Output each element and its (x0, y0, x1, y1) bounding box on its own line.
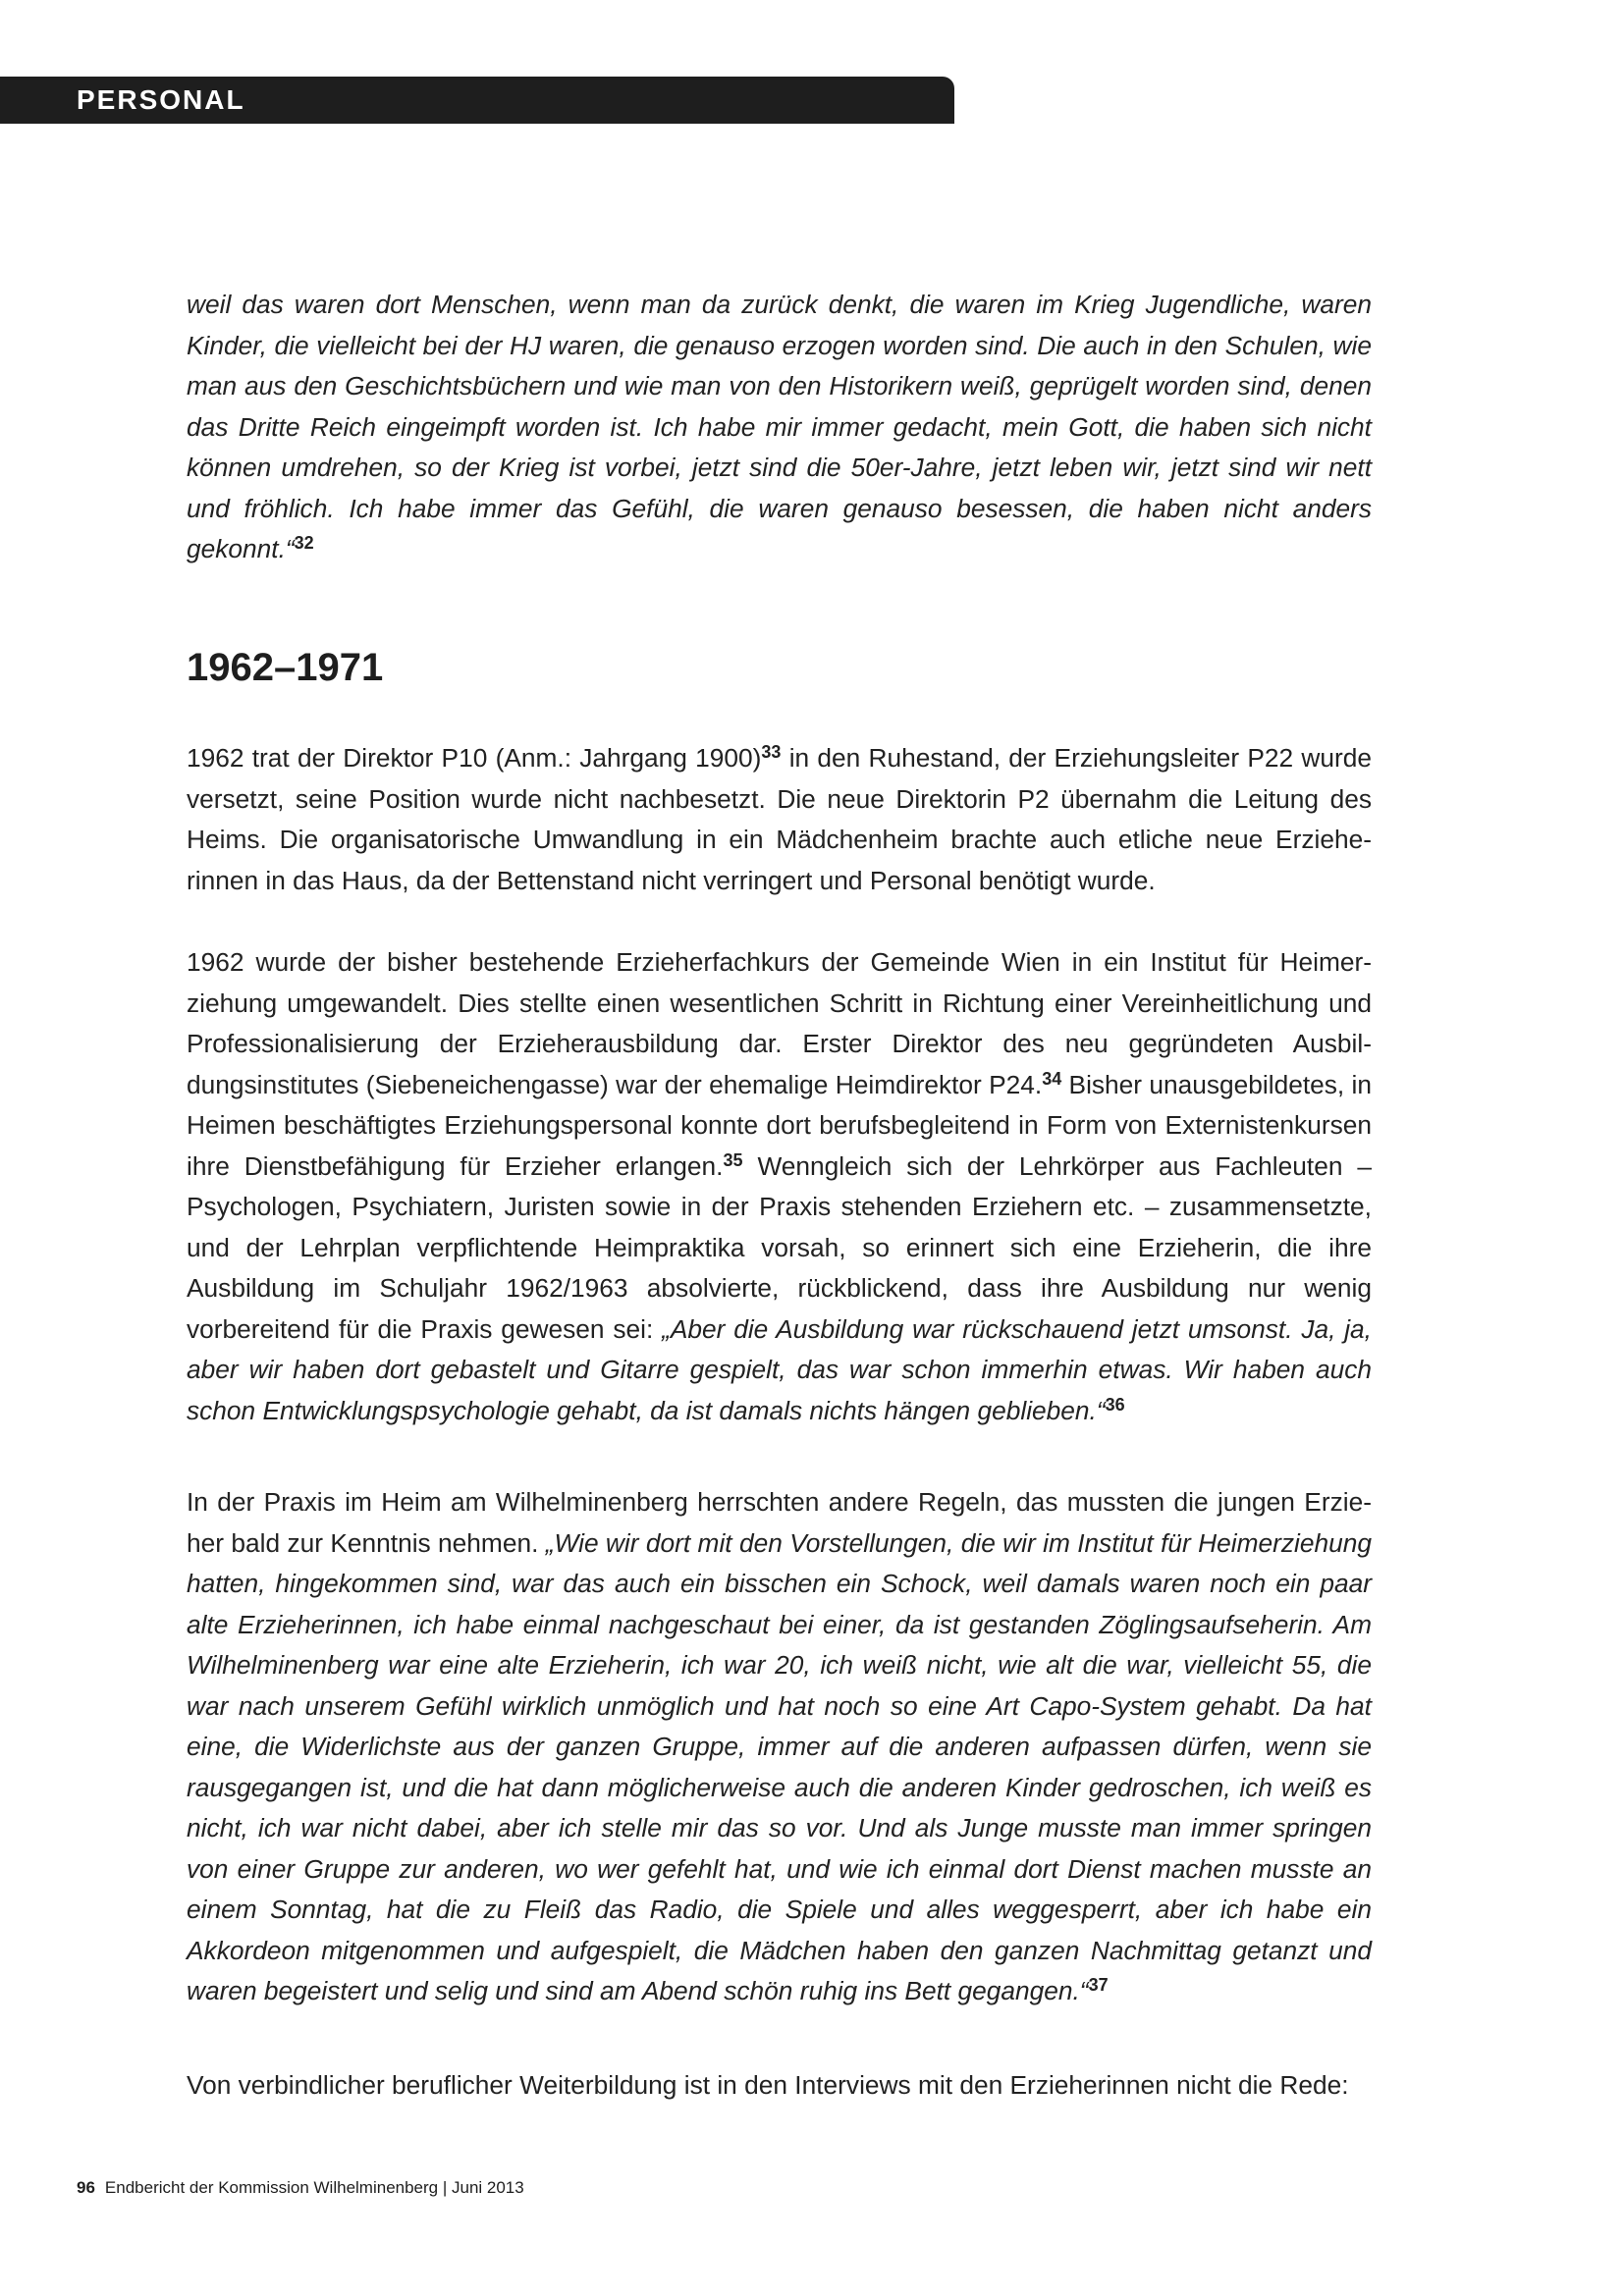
footnote-ref-37: 37 (1088, 1975, 1109, 1995)
footnote-ref-32: 32 (294, 533, 314, 553)
section-heading: 1962–1971 (187, 646, 384, 689)
paragraph-1-text (187, 738, 1372, 901)
paragraph-1-part-a: 1962 trat der Direktor P10 (Anm.: Jahrgang 1900) (187, 743, 762, 773)
paragraph-3-quote: „Wie wir dort mit den Vorstellungen, die wir im Institut für Heimerziehung hatten, hingekommen sind, war das auch ein bisschen ein Schock, weil damals waren noch ein paar alte Erzieherinnen, ich habe einmal nachgeschaut bei einer, da ist gestanden Zöglingsaufseherin. Am Wilhelminenberg war eine alte Erzieherin, ich war 20, ich weiß nicht, wie alt die war, vielleicht 55, die war nach unserem Gefühl wirklich unmöglich und hat noch so eine Art Capo-System gehabt. Da hat eine, die Widerlichste aus der ganzen Gruppe, immer auf die anderen aufpassen dürfen, wenn sie rausgegangen ist, und die hat dann möglicherweise auch die anderen Kinder gedroschen, ich weiß es nicht, ich war nicht dabei, aber ich stelle mir das so vor. Und als Junge musste man immer springen von einer Gruppe zur anderen, wo wer gefehlt hat, und wie ich einmal dort Dienst machen musste an einem Sonntag, hat die zu Fleiß das Radio, die Spiele und alles weggesperrt, aber ich habe ein Akkordeon mitgenommen und aufgespielt, die Mädchen haben den ganzen Nachmittag getanzt und waren begeistert und selig und sind am Abend schön ruhig ins Bett gegangen.“ (187, 1527, 1372, 2005)
paragraph-4-text: Von verbindlicher beruflicher Weiterbildung ist in den Interviews mit den Erzieherinnen nicht die Rede: (187, 2070, 1349, 2100)
page-footer (77, 2178, 524, 2198)
publication-title: Endbericht der Kommission Wilhelminenberg | Juni 2013 (104, 2178, 524, 2197)
paragraph-1-part-b: in den Ruhestand, der Erziehungsleiter P22 wurde versetzt, seine Position wurde nicht nachbesetzt. Die neue Direktorin P2 übernahm die Leitung des Heims. Die organisatorische Umwandlung in ein Mädchenheim brachte auch etliche neue Erzieherinnen in das Haus, da der Bettenstand nicht verringert und Personal benötigt wurde. (187, 743, 1372, 895)
paragraph-2 (187, 942, 1372, 1431)
paragraph-3-text (187, 1482, 1372, 2012)
page-number: 96 (77, 2178, 95, 2197)
quote-block (187, 285, 1372, 570)
paragraph-1 (187, 738, 1372, 901)
paragraph-4 (187, 2065, 1372, 2107)
footnote-ref-34: 34 (1042, 1068, 1062, 1089)
footnote-ref-35: 35 (723, 1149, 743, 1170)
section-label: PERSONAL (77, 84, 245, 115)
paragraph-2-part-b: Bisher unausgebildetes, in Heimen beschäftigtes Erziehungspersonal konnte dort berufsbegleitend in Form von Externistenkursen ihre Dienstbefähigung für Erzieher erlangen. (187, 1069, 1372, 1181)
quote-text: weil das waren dort Menschen, wenn man da zurück denkt, die waren im Krieg Jugendliche, waren Kinder, die vielleicht bei der HJ waren, die genauso erzogen worden sind. Die auch in den Schulen, wie man aus den Geschichtsbüchern und wie man von den Historikern weiß, geprügelt worden sind, denen das Dritte Reich eingeimpft worden ist. Ich habe mir immer gedacht, mein Gott, die haben sich nicht können umdrehen, so der Krieg ist vorbei, jetzt sind die 50er-Jahre, jetzt leben wir, jetzt sind wir nett und fröhlich. Ich habe immer das Gefühl, die waren genauso besessen, die haben nicht anders gekonnt.“ (187, 290, 1372, 563)
paragraph-3-part-a: In der Praxis im Heim am Wilhelminenberg herrschten andere Regeln, das mussten die jungen Erzieher bald zur Kenntnis nehmen. (187, 1487, 1372, 1558)
section-header-tab (0, 77, 954, 124)
paragraph-2-text (187, 942, 1372, 1431)
quote-paragraph (187, 285, 1372, 570)
footnote-ref-36: 36 (1105, 1394, 1125, 1415)
paragraph-2-part-c: Wenngleich sich der Lehrkörper aus Fachleuten – Psychologen, Psychiatern, Juristen sowie in der Praxis stehenden Erziehern etc. – zusammensetzte, und der Lehrplan verpflichtende Heimpraktika vorsah, so erinnert sich eine Erzieherin, die ihre Ausbildung im Schuljahr 1962/1963 absolvierte, rückblickend, dass ihre Ausbildung nur wenig vorbereitend für die Praxis gewesen sei: (187, 1150, 1372, 1344)
paragraph-3 (187, 1482, 1372, 2012)
paragraph-2-part-a: 1962 wurde der bisher bestehende Erzieherfachkurs der Gemeinde Wien in ein Institut für Heimerziehung umgewandelt. Dies stellte einen wesentlichen Schritt in Richtung einer Vereinheitlichung und Professionalisierung der Erzieherausbildung dar. Erster Direktor des neu gegründeten Ausbildungsinstitutes (Siebeneichengasse) war der ehemalige Heimdirektor P24. (187, 947, 1372, 1099)
footnote-ref-33: 33 (761, 742, 782, 762)
paragraph-2-quote: „Aber die Ausbildung war rückschauend jetzt umsonst. Ja, ja, aber wir haben dort gebastelt und Gitarre gespielt, das war schon immerhin etwas. Wir haben auch schon Entwicklungspsychologie gehabt, da ist damals nichts hängen geblieben.“ (187, 1313, 1372, 1425)
